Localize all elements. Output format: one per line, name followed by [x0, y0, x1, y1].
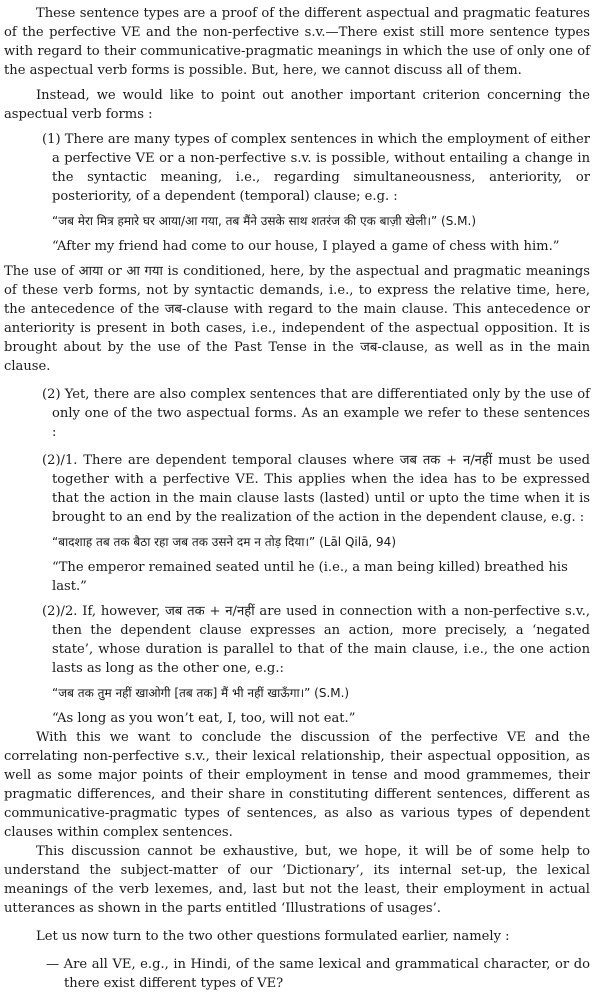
point-1: (1) There are many types of complex sentences in which the employment of either a perfective VE or a non-perfective s.v. is possible, without entailing a change in the syntactic meaning, i.e., regarding simultaneousness, anteriority, or posteriority, of a dependent (temporal) clause; e.g. : — [42, 132, 590, 204]
paragraph-instead: Instead, we would like to point out another important criterion concerning the aspectual verb forms : — [4, 88, 590, 122]
hindi-example-3: “जब तक तुम नहीं खाओगी [तब तक] मैं भी नहीं खाऊँगा।” (S.M.) — [52, 686, 350, 700]
translation-example-3: “As long as you won’t eat, I, too, will not eat.” — [52, 711, 356, 726]
translation-example-1: “After my friend had come to our house, I played a game of chess with him.” — [52, 239, 560, 254]
hindi-example-1: “जब मेरा मित्र हमारे घर आया/आ गया, तब मैंने उसके साथ शतरंज की एक बाज़ी खेली।” (S.M.) — [52, 214, 477, 228]
hindi-example-2: “बादशाह तब तक बैठा रहा जब तक उसने दम न तोड़ दिया।” (Lāl Qilā, 94) — [52, 535, 396, 549]
paragraph-turn-to-questions: Let us now turn to the two other questions formulated earlier, namely : — [36, 929, 510, 944]
paragraph-not-exhaustive: This discussion cannot be exhaustive, but, we hope, it will be of some help to understand the subject-matter of our ‘Dictionary’, its internal set-up, the lexical meanings of the verb lexemes, and, last but not the least, their employment in actual utterances as shown in the parts entitled ‘Illustrations of usages’. — [4, 844, 590, 916]
paragraph-use-of-aaya: The use of आया or आ गया is conditioned, here, by the aspectual and pragmatic meanings of these verb forms, not by syntactic demands, i.e., to express the relative time, here, the antecedence of the जब-clause with regard to the main clause. This antecedence or anteriority is present in both cases, i.e., independent of the aspectual opposition. It is brought about by the use of the Past Tense in the जब-clause, as well as in the main clause. — [4, 264, 590, 374]
paragraph-conclusion: With this we want to conclude the discussion of the perfective VE and the correlating non-perfective s.v., their lexical relationship, their aspectual opposition, as well as some major points of their employment in tense and mood grammemes, their pragmatic differences, and their share in constituting different sentences, different as communicative-pragmatic types of sentences, as also as various types of dependent clauses within complex sentences. — [4, 730, 590, 840]
translation-example-2: “The emperor remained seated until he (i.e., a man being killed) breathed his last.” — [52, 560, 568, 594]
point-2: (2) Yet, there are also complex sentences that are differentiated only by the use of only one of the two aspectual forms. As an example we refer to these sentences : — [42, 387, 590, 440]
point-2-1: (2)/1. There are dependent temporal clauses where जब तक + न/नहीं must be used together with a perfective VE. This applies when the idea has to be expressed that the action in the main clause lasts (lasted) until or upto the time when it is brought to an end by the realization of the action in the dependent clause, e.g. : — [42, 453, 590, 525]
point-2-2: (2)/2. If, however, जब तक + न/नहीं are used in connection with a non-perfective s.v., then the dependent clause expresses an action, more precisely, a ‘negated state’, whose duration is parallel to that of the main clause, i.e., the one action lasts as long as the other one, e.g.: — [42, 604, 590, 676]
paragraph-sentence-types: These sentence types are a proof of the different aspectual and pragmatic features of the perfective VE and the non-perfective s.v.—There exist still more sentence types with regard to their communicative-pragmatic meanings in which the use of only one of the aspectual verb forms is possible. But, here, we cannot discuss all of them. — [4, 6, 590, 78]
question-item: — Are all VE, e.g., in Hindi, of the same lexical and grammatical character, or do there exist different types of VE? — [46, 957, 590, 991]
